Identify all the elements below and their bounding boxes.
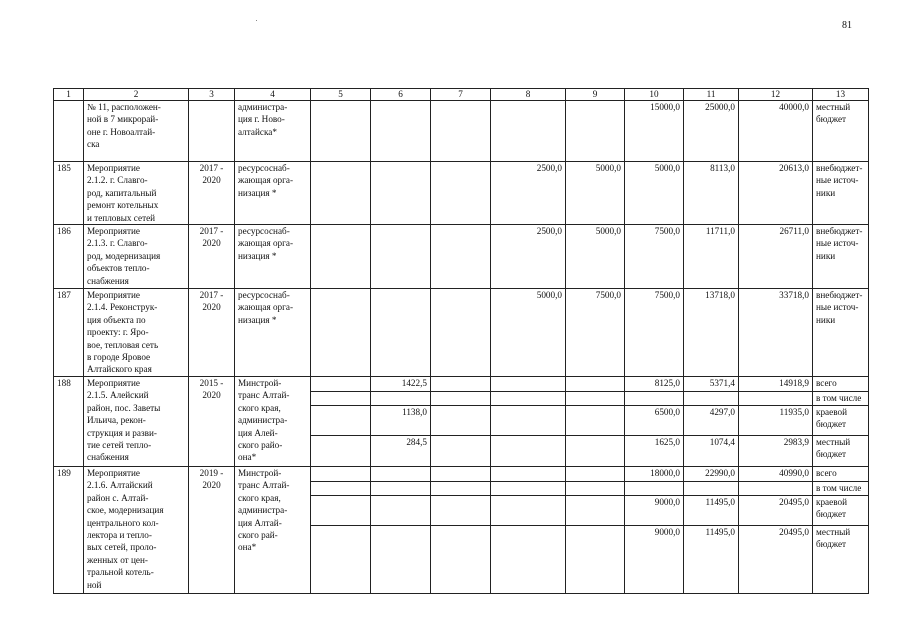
funding-source-cell: внебюджет- ные источ- ники [813,289,869,377]
value-cell [311,289,371,377]
value-cell: 6500,0 [625,406,684,436]
value-cell [625,392,684,406]
value-cell: 25000,0 [684,101,739,162]
value-cell: 11711,0 [684,225,739,289]
funding-source-cell: краевой бюджет [813,406,869,436]
years-cell: 2019 - 2020 [189,467,235,594]
row-number-cell [54,101,84,162]
table-row [54,467,869,482]
value-cell: 5000,0 [566,162,625,225]
row-number-cell: 185 [54,162,84,225]
budget-table [53,88,869,594]
value-cell: 9000,0 [625,526,684,594]
value-cell: 7500,0 [566,289,625,377]
value-cell: 14918,9 [739,377,813,392]
funding-source-cell: местный бюджет [813,526,869,594]
funding-source-cell: в том числе [813,482,869,496]
table-row [54,162,869,225]
value-cell [311,467,371,482]
value-cell: 40000,0 [739,101,813,162]
value-cell [311,162,371,225]
measure-name-cell: Мероприятие 2.1.6. Алтайский район с. Алтай- ское, модернизация центрального кол- лектора и тепло- вых сетей, проло- женных от цен- тральной котель- ной [84,467,189,594]
value-cell [371,496,431,526]
value-cell [491,436,566,467]
value-cell: 9000,0 [625,496,684,526]
years-cell: 2017 - 2020 [189,289,235,377]
value-cell [371,225,431,289]
value-cell: 1422,5 [371,377,431,392]
value-cell: 1138,0 [371,406,431,436]
value-cell [371,526,431,594]
value-cell [311,377,371,392]
value-cell [566,406,625,436]
value-cell: 20495,0 [739,496,813,526]
header-cell: 6 [371,89,431,101]
header-cell: 10 [625,89,684,101]
value-cell: 11935,0 [739,406,813,436]
header-cell: 8 [491,89,566,101]
value-cell [311,436,371,467]
value-cell: 2500,0 [491,225,566,289]
header-cell: 4 [235,89,311,101]
value-cell: 22990,0 [684,467,739,482]
value-cell [311,392,371,406]
value-cell [371,101,431,162]
value-cell [491,377,566,392]
value-cell: 33718,0 [739,289,813,377]
value-cell: 7500,0 [625,289,684,377]
table-row [54,101,869,162]
value-cell: 18000,0 [625,467,684,482]
measure-name-cell: Мероприятие 2.1.5. Алейский район, пос. Заветы Ильича, рекон- струкция и разви- тие сетей тепло- снабжения [84,377,189,467]
value-cell [311,406,371,436]
header-cell: 5 [311,89,371,101]
value-cell [491,101,566,162]
value-cell: 5000,0 [625,162,684,225]
value-cell [431,467,491,482]
header-cell: 7 [431,89,491,101]
executor-cell: ресурсоснаб- жающая орга- низация * [235,225,311,289]
value-cell [566,377,625,392]
value-cell [491,467,566,482]
value-cell [431,496,491,526]
value-cell: 8125,0 [625,377,684,392]
header-cell: 11 [684,89,739,101]
value-cell: 11495,0 [684,526,739,594]
value-cell: 2983,9 [739,436,813,467]
funding-source-cell: местный бюджет [813,101,869,162]
table-row [54,225,869,289]
funding-source-cell: внебюджет- ные источ- ники [813,162,869,225]
funding-source-cell: всего [813,377,869,392]
years-cell: 2015 - 2020 [189,377,235,467]
value-cell: 5371,4 [684,377,739,392]
table-row [54,377,869,392]
table-row [54,289,869,377]
row-number-cell: 188 [54,377,84,467]
value-cell: 1074,4 [684,436,739,467]
value-cell [311,496,371,526]
value-cell: 26711,0 [739,225,813,289]
value-cell [491,526,566,594]
value-cell [311,526,371,594]
value-cell [491,392,566,406]
value-cell [739,392,813,406]
value-cell [431,101,491,162]
value-cell: 2500,0 [491,162,566,225]
value-cell [566,496,625,526]
header-cell: 12 [739,89,813,101]
funding-source-cell: краевой бюджет [813,496,869,526]
header-cell: 9 [566,89,625,101]
value-cell [566,467,625,482]
executor-cell: администра- ция г. Ново- алтайска* [235,101,311,162]
value-cell: 284,5 [371,436,431,467]
value-cell [431,482,491,496]
value-cell [431,289,491,377]
value-cell [311,101,371,162]
value-cell [371,482,431,496]
value-cell [566,392,625,406]
measure-name-cell: Мероприятие 2.1.4. Реконструк- ция объекта по проекту: г. Яро- вое, тепловая сеть в городе Яровое Алтайского края [84,289,189,377]
row-number-cell: 186 [54,225,84,289]
value-cell: 15000,0 [625,101,684,162]
header-cell: 13 [813,89,869,101]
value-cell [739,482,813,496]
value-cell: 20495,0 [739,526,813,594]
value-cell: 4297,0 [684,406,739,436]
value-cell [371,289,431,377]
value-cell: 5000,0 [566,225,625,289]
value-cell [431,377,491,392]
value-cell [566,436,625,467]
value-cell: 20613,0 [739,162,813,225]
years-cell: 2017 - 2020 [189,225,235,289]
value-cell [431,225,491,289]
executor-cell: ресурсоснаб- жающая орга- низация * [235,162,311,225]
row-number-cell: 189 [54,467,84,594]
value-cell [431,162,491,225]
years-cell: 2017 - 2020 [189,162,235,225]
value-cell [566,101,625,162]
value-cell [431,436,491,467]
value-cell [371,467,431,482]
header-cell: 3 [189,89,235,101]
value-cell [311,225,371,289]
executor-cell: ресурсоснаб- жающая орга- низация * [235,289,311,377]
funding-source-cell: в том числе [813,392,869,406]
value-cell [491,496,566,526]
value-cell [491,406,566,436]
scan-speck [256,20,257,21]
measure-name-cell: Мероприятие 2.1.2. г. Славго- род, капитальный ремонт котельных и тепловых сетей [84,162,189,225]
measure-name-cell: № 11, расположен- ной в 7 микрорай- оне г. Новоалтай- ска [84,101,189,162]
value-cell [566,526,625,594]
value-cell: 5000,0 [491,289,566,377]
value-cell [431,526,491,594]
funding-source-cell: всего [813,467,869,482]
row-number-cell: 187 [54,289,84,377]
value-cell [431,392,491,406]
years-cell [189,101,235,162]
header-cell: 2 [84,89,189,101]
value-cell [371,162,431,225]
value-cell [625,482,684,496]
value-cell [491,482,566,496]
value-cell [684,482,739,496]
value-cell [371,392,431,406]
measure-name-cell: Мероприятие 2.1.3. г. Славго- род, модернизация объектов тепло- снабжения [84,225,189,289]
value-cell [566,482,625,496]
value-cell: 40990,0 [739,467,813,482]
header-cell: 1 [54,89,84,101]
value-cell: 7500,0 [625,225,684,289]
value-cell [431,406,491,436]
funding-source-cell: внебюджет- ные источ- ники [813,225,869,289]
value-cell: 13718,0 [684,289,739,377]
value-cell: 8113,0 [684,162,739,225]
value-cell: 1625,0 [625,436,684,467]
funding-source-cell: местный бюджет [813,436,869,467]
value-cell [684,392,739,406]
executor-cell: Минстрой- транс Алтай- ского края, администра- ция Алей- ского райо- она* [235,377,311,467]
value-cell: 11495,0 [684,496,739,526]
executor-cell: Минстрой- транс Алтай- ского края, администра- ция Алтай- ского рай- она* [235,467,311,594]
page-number: 81 [842,20,852,31]
header-row [54,89,869,101]
value-cell [311,482,371,496]
